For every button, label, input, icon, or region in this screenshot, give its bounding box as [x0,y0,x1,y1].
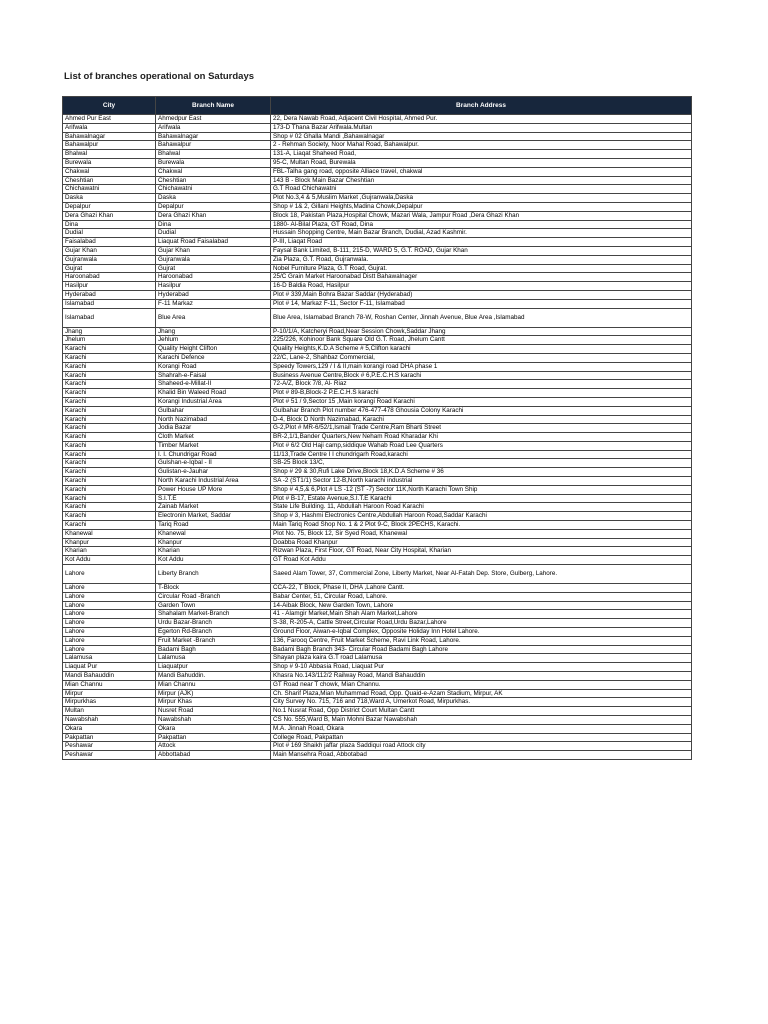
cell-branch-address: M.A. Jinnah Road, Okara [271,724,692,733]
cell-city: Bahawalpur [63,141,156,150]
cell-branch-address: Rizwan Plaza, First Floor, GT Road, Near City Hospital, Kharian [271,547,692,556]
cell-branch-address: City Survey No. 715, 716 and 718,Ward A, Umerkot Road, Mirpurkhas. [271,698,692,707]
cell-branch-name: Blue Area [156,308,271,327]
table-row [63,733,692,742]
cell-city: Kharian [63,547,156,556]
table-row [63,424,692,433]
cell-city: Okara [63,724,156,733]
cell-branch-address: Badami Bagh Branch 343- Circular Road Badami Bagh Lahore [271,645,692,654]
cell-city: Karachi [63,424,156,433]
cell-city: Liaquat Pur [63,663,156,672]
table-row [63,211,692,220]
table-row [63,433,692,442]
cell-branch-address: Plot # 6/2 Old Haji camp,siddique Wahab Road Lee Quarters [271,441,692,450]
cell-branch-address: 16-D Baldia Road, Hasilpur [271,282,692,291]
cell-city: Khanpur [63,538,156,547]
cell-branch-name: T-Block [156,584,271,593]
cell-branch-name: Zainab Market [156,503,271,512]
cell-branch-address: 11/13,Trade Centre I I chundrigarh Road,karachi [271,450,692,459]
cell-branch-name: Urdu Bazar-Branch [156,619,271,628]
table-row [63,158,692,167]
cell-branch-address: College Road, Pakpattan [271,733,692,742]
cell-branch-address: Blue Area, Islamabad Branch 78-W, Roshan Center, Jinnah Avenue, Blue Area ,Islamabad [271,308,692,327]
cell-city: Karachi [63,468,156,477]
cell-city: Jhelum [63,336,156,345]
cell-city: Lahore [63,628,156,637]
cell-branch-address: Business Avenue Centre,Block # 6,P.E.C.H.S karachi [271,371,692,380]
table-row [63,547,692,556]
table-row [63,619,692,628]
table-row [63,202,692,211]
table-row [63,742,692,751]
cell-branch-name: Lalamusa [156,654,271,663]
table-row [63,238,692,247]
cell-city: Ahmed Pur East [63,115,156,124]
cell-city: Peshawar [63,751,156,760]
cell-city: Lahore [63,645,156,654]
cell-city: Chakwal [63,167,156,176]
table-row [63,220,692,229]
cell-branch-name: Mian Channu [156,680,271,689]
table-row [63,538,692,547]
cell-branch-name: Power House UP More [156,485,271,494]
cell-branch-name: Shahrah-e-Faisal [156,371,271,380]
cell-city: Karachi [63,371,156,380]
table-row [63,327,692,336]
table-row [63,556,692,565]
cell-branch-name: Cheshtian [156,176,271,185]
table-row [63,123,692,132]
cell-branch-name: Karachi Defence [156,353,271,362]
cell-city: Hyderabad [63,290,156,299]
table-row [63,246,692,255]
cell-city: Karachi [63,433,156,442]
cell-branch-address: Gulbahar Branch Plot number 476-477-478 Ghousia Colony Karachi [271,406,692,415]
cell-branch-name: Liaquatpur [156,663,271,672]
cell-branch-address: 14-Aibak Block, New Garden Town, Lahore [271,601,692,610]
cell-city: Gujar Khan [63,246,156,255]
table-row [63,115,692,124]
cell-branch-name: Jodia Bazar [156,424,271,433]
cell-branch-name: Attock [156,742,271,751]
cell-city: Karachi [63,512,156,521]
cell-city: Mirpurkhas [63,698,156,707]
cell-branch-name: Gujar Khan [156,246,271,255]
cell-branch-name: S.I.T.E [156,494,271,503]
cell-branch-name: Liberty Branch [156,565,271,584]
cell-branch-name: Kot Addu [156,556,271,565]
table-row [63,353,692,362]
cell-branch-address: Shop # 9-10 Abbasia Road, Liaquat Pur [271,663,692,672]
cell-branch-name: Nusret Road [156,707,271,716]
cell-branch-address: 173-D Thana Bazar Arifwala.Multan [271,123,692,132]
cell-city: Khanewal [63,529,156,538]
cell-city: Islamabad [63,299,156,308]
cell-branch-name: Hasilpur [156,282,271,291]
cell-branch-address: 225/226, Kohinoor Bank Square Old G.T. Road, Jhelum Cantt [271,336,692,345]
cell-branch-address: 143 B - Block Main Bazar Cheshtian [271,176,692,185]
cell-branch-address: Quality Heights,K.D.A Scheme # 5,Clifton karachi [271,345,692,354]
cell-branch-address: BR-2,1/1,Bander Quarters,New Neham Road Kharadar Khi [271,433,692,442]
cell-city: Karachi [63,450,156,459]
cell-city: Jhang [63,327,156,336]
cell-city: Lahore [63,565,156,584]
cell-branch-address: S-38, R-205-A, Cattle Street,Circular Road,Urdu Bazar,Lahore [271,619,692,628]
cell-branch-address: Ground Floor, Aiwan-e-Iqbal Complex, Opposite Holiday Inn Hotel Lahore. [271,628,692,637]
table-row [63,689,692,698]
table-row [63,441,692,450]
cell-branch-name: Mandi Bahuddin. [156,672,271,681]
header-city: City [63,97,156,115]
cell-branch-address: Plot No.3,4 & 5,Muslim Market ,Gujranwala,Daska [271,194,692,203]
table-row [63,167,692,176]
cell-branch-address: Hussain Shopping Centre, Main Bazar Branch, Dudial, Azad Kashmir. [271,229,692,238]
table-row [63,654,692,663]
cell-city: Karachi [63,459,156,468]
table-row [63,132,692,141]
cell-city: Karachi [63,345,156,354]
cell-branch-address: G.T Road Chichawatni [271,185,692,194]
cell-city: Karachi [63,441,156,450]
cell-city: Haroonabad [63,273,156,282]
cell-branch-address: Block 18, Pakistan Plaza,Hospital Chowk, Mazari Wala, Jampur Road ,Dera Ghazi Khan [271,211,692,220]
cell-city: Peshawar [63,742,156,751]
cell-branch-name: Bhalwal [156,150,271,159]
cell-city: Lahore [63,610,156,619]
cell-branch-name: Chakwal [156,167,271,176]
cell-branch-name: Nawabshah [156,716,271,725]
cell-branch-name: Daska [156,194,271,203]
cell-branch-name: Gulistan-e-Jauhar [156,468,271,477]
cell-branch-name: Jehlum [156,336,271,345]
cell-city: Karachi [63,406,156,415]
cell-branch-name: Circular Road -Branch [156,592,271,601]
cell-branch-address: 131-A, Liaqat Shaheed Road, [271,150,692,159]
table-row [63,468,692,477]
cell-branch-name: Pakpattan [156,733,271,742]
cell-branch-address: Shop # 4,5,& 6,Plot # LS -12 (ST -7) Sector 11K,North Karachi Town Ship [271,485,692,494]
cell-city: Kot Addu [63,556,156,565]
cell-branch-name: Gulshan-e-Iqbal - II [156,459,271,468]
cell-branch-address: Khasra No.143/112/2 Railway Road, Mandi Bahauddin [271,672,692,681]
cell-branch-name: Dudial [156,229,271,238]
branches-table [62,96,692,760]
table-row [63,362,692,371]
cell-city: Karachi [63,397,156,406]
table-row [63,698,692,707]
cell-city: Karachi [63,389,156,398]
cell-branch-address: 2 - Rehman Society, Noor Mahal Road, Bahawalpur. [271,141,692,150]
cell-branch-address: 41 - Alamgir Market,Main Shah Alam Market,Lahore [271,610,692,619]
table-row [63,150,692,159]
cell-branch-name: Egerton Rd-Branch [156,628,271,637]
table-row [63,494,692,503]
table-row [63,229,692,238]
table-row [63,255,692,264]
cell-branch-address: Main Mansehra Road, Abbotabad [271,751,692,760]
cell-city: Lahore [63,601,156,610]
cell-city: Gujranwala [63,255,156,264]
table-row [63,751,692,760]
table-row [63,185,692,194]
cell-city: Lahore [63,592,156,601]
cell-branch-name: Hyderabad [156,290,271,299]
table-row [63,584,692,593]
cell-branch-name: North Nazimabad [156,415,271,424]
cell-city: Lahore [63,636,156,645]
cell-branch-address: Nobel Furniture Plaza, G.T Road, Gujrat. [271,264,692,273]
cell-branch-address: No.1 Nusrat Road, Opp District Court Multan Cantt [271,707,692,716]
cell-branch-name: Burewala [156,158,271,167]
table-row [63,459,692,468]
cell-city: Karachi [63,477,156,486]
cell-branch-name: Fruit Market -Branch [156,636,271,645]
cell-city: Arifwala [63,123,156,132]
cell-branch-name: Okara [156,724,271,733]
cell-city: Mian Channu [63,680,156,689]
cell-branch-address: Speedy Towers,129 / I & II,main korangi road DHA phase 1 [271,362,692,371]
cell-city: Islamabad [63,308,156,327]
table-row [63,176,692,185]
table-row [63,672,692,681]
cell-branch-name: Shahalam Market-Branch [156,610,271,619]
table-row [63,264,692,273]
cell-city: Gujrat [63,264,156,273]
cell-branch-name: North Karachi Industrial Area [156,477,271,486]
cell-city: Mirpur [63,689,156,698]
cell-branch-name: Korangi Industrial Area [156,397,271,406]
table-row [63,477,692,486]
table-row [63,397,692,406]
cell-city: Cheshtian [63,176,156,185]
cell-branch-name: Ahmedpur East [156,115,271,124]
cell-branch-address: Saeed Alam Tower, 37, Commercial Zone, Liberty Market, Near Al-Fatah Dep. Store, Gulberg, Lahore. [271,565,692,584]
cell-city: Bhalwal [63,150,156,159]
table-row [63,707,692,716]
table-row [63,503,692,512]
table-row [63,592,692,601]
table-row [63,521,692,530]
cell-branch-name: I. I. Chundrigar Road [156,450,271,459]
cell-branch-name: Mirpur Khas [156,698,271,707]
table-row [63,450,692,459]
cell-branch-address: State Life Building. 11, Abdullah Haroon Road Karachi [271,503,692,512]
table-row [63,601,692,610]
cell-city: Faisalabad [63,238,156,247]
cell-branch-address: Shop # 1& 2, Gillani Heights,Madina Chowk,Depalpur [271,202,692,211]
cell-branch-name: Haroonabad [156,273,271,282]
cell-city: Mandi Bahauddin [63,672,156,681]
cell-branch-name: Bahawalpur [156,141,271,150]
cell-city: Karachi [63,380,156,389]
cell-branch-address: 22/C, Lane-2, Shahbaz Commercial, [271,353,692,362]
cell-branch-name: Timber Market [156,441,271,450]
table-row [63,610,692,619]
cell-city: Pakpattan [63,733,156,742]
cell-branch-address: Main Tariq Road Shop No. 1 & 2 Plot 9-C, Block 2PECHS, Karachi. [271,521,692,530]
cell-city: Dera Ghazi Khan [63,211,156,220]
cell-city: Bahawalnagar [63,132,156,141]
table-row [63,512,692,521]
cell-branch-address: Plot # 51 / 9,Sector 15 ,Main korangi Road Karachi [271,397,692,406]
cell-branch-address: G-2,Plot # MR-6/52/1,Ismail Trade Centre,Ram Bharti Street [271,424,692,433]
cell-city: Karachi [63,362,156,371]
cell-branch-name: Shaheed-e-Millat-II [156,380,271,389]
cell-branch-address: CS No. 555,Ward B, Main Mohni Bazar Nawabshah [271,716,692,725]
table-row [63,290,692,299]
page-title: List of branches operational on Saturdays [64,71,255,82]
cell-branch-address: SA -2 (ST1/1) Sector 12-B,North karachi industrial [271,477,692,486]
cell-branch-name: Electronin Market, Saddar [156,512,271,521]
cell-city: Dudial [63,229,156,238]
cell-branch-name: F-11 Markaz [156,299,271,308]
table-row [63,565,692,584]
cell-branch-address: Zia Plaza, G.T. Road, Gujranwala. [271,255,692,264]
cell-branch-address: P-III, Liaqat Road [271,238,692,247]
table-row [63,645,692,654]
cell-branch-address: Shop # 02 Ghalla Mandi ,Bahawalnagar [271,132,692,141]
table-row [63,273,692,282]
cell-branch-address: Shop # 29 & 30,Rufi Lake Drive,Block 18,K.D.A Scheme # 36 [271,468,692,477]
cell-branch-name: Quality Height Clifton [156,345,271,354]
cell-branch-address: 95-C, Multan Road, Burewala [271,158,692,167]
cell-branch-name: Kharian [156,547,271,556]
cell-branch-name: Mirpur (AJK) [156,689,271,698]
cell-branch-address: 136, Farooq Centre, Fruit Market Scheme, Ravi Link Road, Lahore. [271,636,692,645]
cell-branch-address: D-4, Block D North Nazimabad, Karachi [271,415,692,424]
cell-branch-name: Liaquat Road Faisalabad [156,238,271,247]
table-row [63,485,692,494]
table-row [63,628,692,637]
table-row [63,415,692,424]
cell-branch-name: Garden Town [156,601,271,610]
cell-city: Karachi [63,503,156,512]
cell-branch-address: Babar Center, 51, Circular Road, Lahore. [271,592,692,601]
table-row [63,389,692,398]
cell-branch-address: SB-25 Block 13/C, [271,459,692,468]
cell-branch-address: GT Road Kot Addu [271,556,692,565]
cell-city: Karachi [63,415,156,424]
cell-city: Karachi [63,485,156,494]
cell-city: Karachi [63,353,156,362]
cell-branch-name: Gulbahar [156,406,271,415]
cell-branch-address: 22, Dera Nawab Road, Adjacent Civil Hospital, Ahmed Pur. [271,115,692,124]
cell-city: Daska [63,194,156,203]
cell-branch-address: Plot No. 75, Block 12, Sir Syed Road, Khanewal [271,529,692,538]
cell-city: Lahore [63,584,156,593]
table-row [63,371,692,380]
cell-city: Dina [63,220,156,229]
cell-branch-address: Doabba Road Khanpur [271,538,692,547]
cell-branch-name: Khanpur [156,538,271,547]
cell-branch-address: GT Road near T chowk, Mian Channu. [271,680,692,689]
cell-branch-address: Plot # 169 Shaikh jaffar plaza Saddiqui road Attock city [271,742,692,751]
cell-branch-name: Dina [156,220,271,229]
table-row [63,308,692,327]
table-row [63,141,692,150]
cell-branch-address: Shayan plaza kaira G.T road Lalamusa [271,654,692,663]
cell-branch-name: Bahawalnagar [156,132,271,141]
cell-city: Karachi [63,494,156,503]
cell-branch-name: Korangi Road [156,362,271,371]
cell-branch-name: Khanewal [156,529,271,538]
table-row [63,663,692,672]
header-branch-name: Branch Name [156,97,271,115]
cell-branch-address: Ch. Sharif Plaza,Mian Muhammad Road, Opp. Quaid-e-Azam Stadium, Mirpur, AK [271,689,692,698]
cell-branch-address: P-10/1/A, Katcheryi Road,Near Session Chowk,Saddar Jhang [271,327,692,336]
table-row [63,380,692,389]
cell-branch-name: Cloth Market [156,433,271,442]
cell-branch-address: Plot # 339,Main Bohra Bazar Saddar (Hyderabad) [271,290,692,299]
cell-branch-address: Plot # B-17, Estate Avenue,S.I.T.E Karachi [271,494,692,503]
cell-branch-name: Gujranwala [156,255,271,264]
cell-branch-name: Abbottabad [156,751,271,760]
cell-branch-address: FBL-Talha gang road, opposite Alliace travel, chakwal [271,167,692,176]
cell-city: Nawabshah [63,716,156,725]
table-row [63,680,692,689]
cell-branch-address: Faysal Bank Limited, B-111, 215-D, WARD 5, G.T. ROAD, Gujar Khan [271,246,692,255]
cell-branch-address: CCA-22, T Block, Phase II, DHA ,Lahore Cantt. [271,584,692,593]
table-row [63,636,692,645]
table-row [63,345,692,354]
table-row [63,194,692,203]
table-row [63,529,692,538]
table-row [63,716,692,725]
cell-city: Multan [63,707,156,716]
cell-branch-address: 25/C Grain Market Haroonabad Distt Bahawalnager [271,273,692,282]
cell-city: Hasilpur [63,282,156,291]
cell-branch-name: Arifwala [156,123,271,132]
table-row [63,406,692,415]
table-row [63,724,692,733]
cell-branch-name: Khalid Bin Waleed Road [156,389,271,398]
cell-city: Depalpur [63,202,156,211]
table-row [63,299,692,308]
cell-city: Lalamusa [63,654,156,663]
cell-city: Chichawatni [63,185,156,194]
table-header-row [63,97,692,115]
cell-city: Lahore [63,619,156,628]
table-row [63,282,692,291]
cell-branch-name: Tariq Road [156,521,271,530]
table-row [63,336,692,345]
cell-branch-name: Chichawatni [156,185,271,194]
cell-city: Karachi [63,521,156,530]
cell-branch-name: Gujrat [156,264,271,273]
cell-branch-address: Shop # 3, Hashmi Electronics Centre,Abdullah Haroon Road,Saddar Karachi [271,512,692,521]
cell-branch-name: Badami Bagh [156,645,271,654]
cell-branch-address: Plot # 89-B,Block-2 P.E.C.H.S karachi [271,389,692,398]
header-branch-address: Branch Address [271,97,692,115]
cell-branch-name: Jhang [156,327,271,336]
cell-branch-name: Dera Ghazi Khan [156,211,271,220]
cell-branch-name: Depalpur [156,202,271,211]
cell-branch-address: 1880- Al-Bilal Plaza, GT Road, Dina [271,220,692,229]
cell-branch-address: Plot # 14, Markaz F-11, Sector F-11, Islamabad [271,299,692,308]
cell-branch-address: 72-A/Z, Block 7/8, Al- Riaz [271,380,692,389]
cell-city: Burewala [63,158,156,167]
